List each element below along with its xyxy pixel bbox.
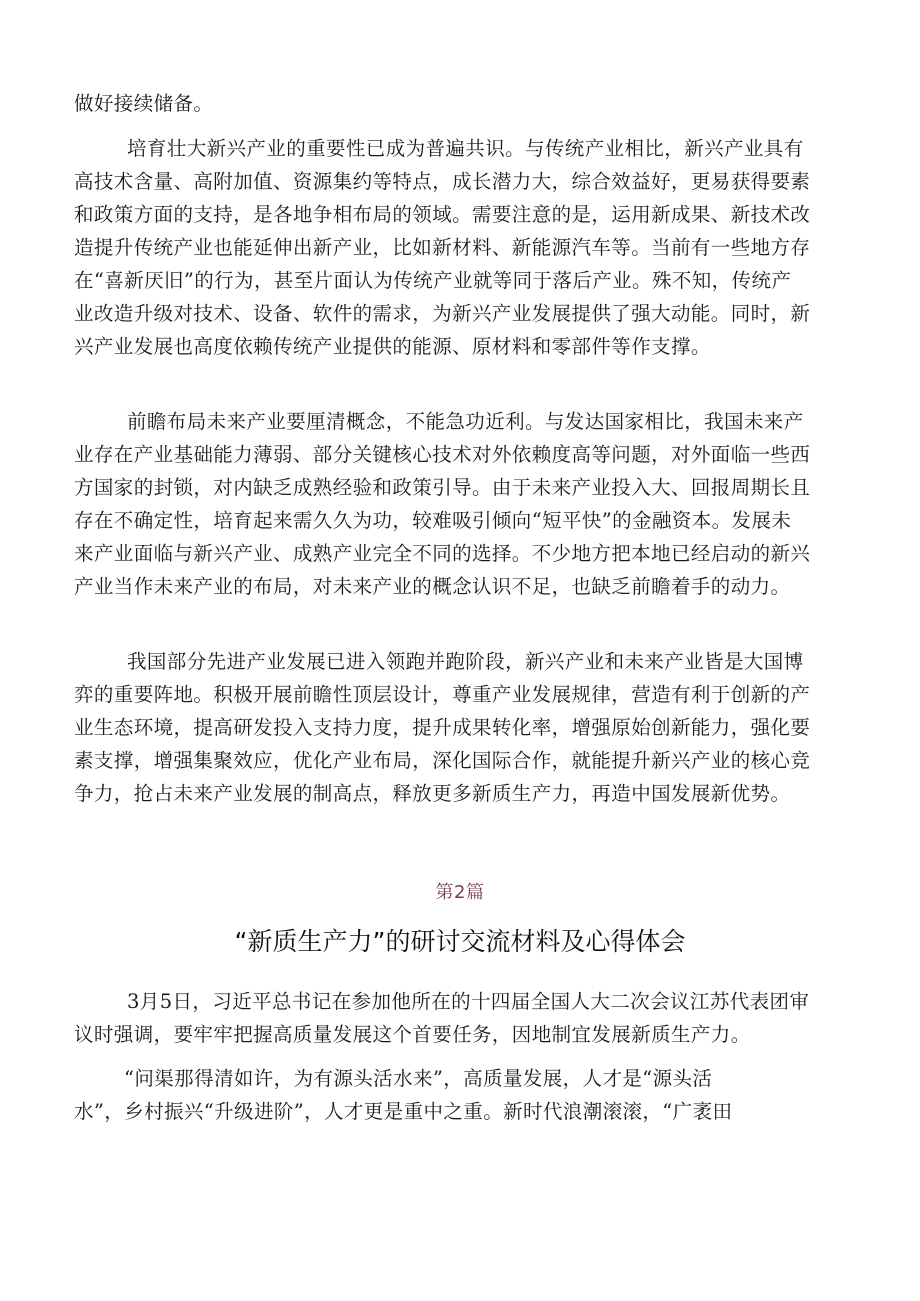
paragraph-line: 兴产业发展也高度依赖传统产业提供的能源、原材料和零部件等作支撑。 <box>74 335 711 358</box>
paragraph-line: 议时强调，要牢牢把握高质量发展这个首要任务，因地制宜发展新质生产力。 <box>74 1023 751 1046</box>
paragraph-line: 造提升传统产业也能延伸出新产业，比如新材料、新能源汽车等。当前有一些地方存 <box>74 236 811 259</box>
paragraph-line: 业改造升级对技术、设备、软件的需求，为新兴产业发展提供了强大动能。同时，新 <box>74 302 811 325</box>
paragraph-line: 业生态环境，提高研发投入支持力度，提升成果转化率，增强原始创新能力，强化要 <box>74 716 811 739</box>
paragraph-line: 弈的重要阵地。积极开展前瞻性顶层设计，尊重产业发展规律，营造有利于创新的产 <box>74 683 811 706</box>
paragraph-line: 存在不确定性，培育起来需久久为功，较难吸引倾向“短平快”的金融资本。发展未 <box>74 509 792 532</box>
paragraph-line: 3月5日，习近平总书记在参加他所在的十四届全国人大二次会议江苏代表团审 <box>127 990 810 1013</box>
paragraph-line: 素支撑，增强集聚效应，优化产业布局，深化国际合作，就能提升新兴产业的核心竞 <box>74 749 811 772</box>
paragraph-line: 前瞻布局未来产业要厘清概念，不能急功近利。与发达国家相比，我国未来产 <box>127 410 804 433</box>
paragraph-line: 做好接续储备。 <box>74 92 214 115</box>
paragraph-line: 业存在产业基础能力薄弱、部分关键核心技术对外依赖度高等问题，对外面临一些西 <box>74 443 811 466</box>
paragraph-line: 水”，乡村振兴“升级进阶”，人才更是重中之重。新时代浪潮滚滚，“广袤田 <box>74 1100 733 1123</box>
paragraph-line: 方国家的封锁，对内缺乏成熟经验和政策引导。由于未来产业投入大、回报周期长且 <box>74 476 811 499</box>
paragraph-line: 产业当作未来产业的布局，对未来产业的概念认识不足，也缺乏前瞻着手的动力。 <box>74 575 791 598</box>
paragraph-line: “问渠那得清如许，为有源头活水来”，高质量发展，人才是“源头活 <box>124 1067 713 1090</box>
section-label: 第2篇 <box>435 882 485 903</box>
paragraph-line: 高技术含量、高附加值、资源集约等特点，成长潜力大，综合效益好，更易获得要素 <box>74 170 811 193</box>
paragraph-line: 和政策方面的支持，是各地争相布局的领域。需要注意的是，运用新成果、新技术改 <box>74 203 811 226</box>
document-title: “新质生产力”的研讨交流材料及心得体会 <box>234 927 686 956</box>
paragraph-line: 争力，抢占未来产业发展的制高点，释放更多新质生产力，再造中国发展新优势。 <box>74 782 791 805</box>
paragraph-line: 我国部分先进产业发展已进入领跑并跑阶段，新兴产业和未来产业皆是大国博 <box>127 650 804 673</box>
paragraph-line: 在“喜新厌旧”的行为，甚至片面认为传统产业就等同于落后产业。殊不知，传统产 <box>74 269 792 292</box>
paragraph-line: 培育壮大新兴产业的重要性已成为普遍共识。与传统产业相比，新兴产业具有 <box>127 137 804 160</box>
paragraph-line: 来产业面临与新兴产业、成熟产业完全不同的选择。不少地方把本地已经启动的新兴 <box>74 542 811 565</box>
